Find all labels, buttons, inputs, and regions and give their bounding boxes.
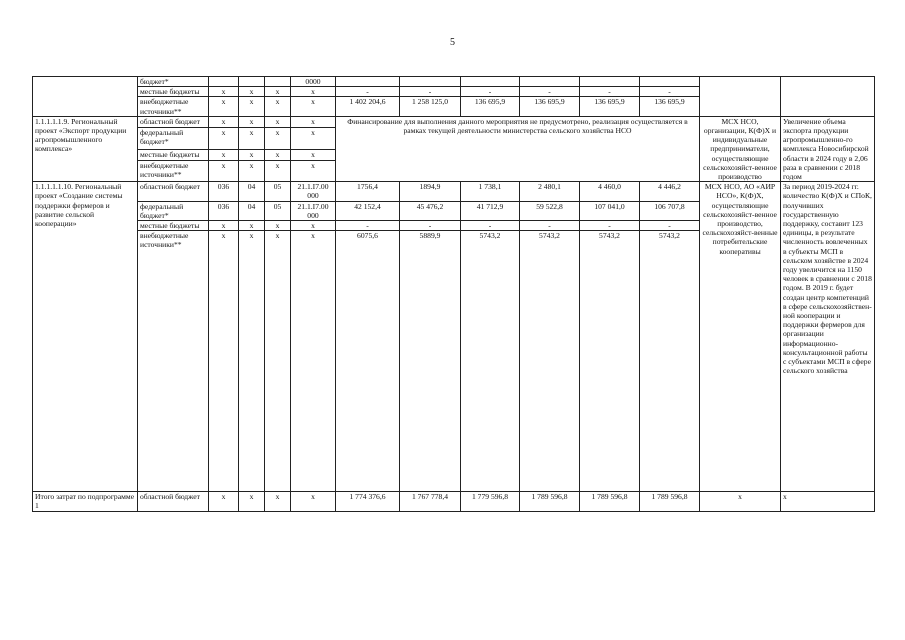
value-cell: -: [461, 87, 520, 97]
value-cell: 59 522,8: [520, 201, 580, 220]
pr-cell: x: [265, 97, 291, 116]
rz-cell: x: [239, 149, 265, 160]
table-row: [33, 182, 875, 201]
gr-cell: x: [209, 492, 239, 511]
executor-cell: x: [700, 492, 781, 511]
source-cell: местные бюджеты: [138, 149, 209, 160]
gr-cell: x: [209, 116, 239, 127]
total-row: [33, 492, 875, 511]
value-cell: 5743,2: [640, 231, 700, 492]
value-cell: 1756,4: [336, 182, 400, 201]
value-cell: 1 789 596,8: [640, 492, 700, 511]
value-cell: 42 152,4: [336, 201, 400, 220]
value-cell: 136 695,9: [580, 97, 640, 116]
pr-cell: x: [265, 231, 291, 492]
source-cell: областной бюджет: [138, 182, 209, 201]
value-cell: [520, 77, 580, 87]
value-cell: 1 774 376,6: [336, 492, 400, 511]
gr-cell: x: [209, 160, 239, 181]
value-cell: -: [400, 87, 461, 97]
value-cell: 136 695,9: [640, 97, 700, 116]
csr-cell: x: [291, 160, 336, 181]
pr-cell: x: [265, 149, 291, 160]
value-cell: -: [520, 221, 580, 231]
value-cell: [400, 77, 461, 87]
value-cell: 5743,2: [520, 231, 580, 492]
financing-note: Финансирование для выполнения данного мероприятия не предусмотрено, реализация осуществляется в рамках текущей деятельности министерства сельского хозяйства НСО: [336, 116, 700, 181]
value-cell: 6075,6: [336, 231, 400, 492]
pr-cell: 05: [265, 182, 291, 201]
total-name-cell: Итого затрат по подпрограмме 1: [33, 492, 138, 511]
value-cell: -: [400, 221, 461, 231]
csr-cell: x: [291, 149, 336, 160]
gr-cell: x: [209, 221, 239, 231]
value-cell: -: [640, 221, 700, 231]
executor-cell: МСХ НСО, АО «АИР НСО», К(Ф)Х, осуществляющие сельскохозяйст-венное производство, сельскохозяйст-венные потребительские кооперативы: [700, 182, 781, 492]
page-number: 5: [450, 37, 455, 48]
value-cell: -: [580, 87, 640, 97]
csr-cell: 21.1.I7.00 000: [291, 201, 336, 220]
gr-cell: 036: [209, 182, 239, 201]
result-cell: Увеличение объема экспорта продукции агропромышленно-го комплекса Новосибирской области в 2024 году в 2,06 раза в сравнении с 2018 годом: [781, 116, 875, 181]
rz-cell: x: [239, 221, 265, 231]
csr-cell: x: [291, 128, 336, 149]
csr-cell: 21.1.I7.00 000: [291, 182, 336, 201]
value-cell: 136 695,9: [461, 97, 520, 116]
value-cell: -: [640, 87, 700, 97]
rz-cell: 04: [239, 182, 265, 201]
name-cell: [33, 77, 138, 117]
value-cell: 1 402 204,6: [336, 97, 400, 116]
value-cell: 4 460,0: [580, 182, 640, 201]
source-cell: федеральный бюджет*: [138, 128, 209, 149]
value-cell: 41 712,9: [461, 201, 520, 220]
value-cell: [580, 77, 640, 87]
csr-cell: x: [291, 97, 336, 116]
rz-cell: x: [239, 231, 265, 492]
value-cell: 45 476,2: [400, 201, 461, 220]
gr-cell: x: [209, 149, 239, 160]
value-cell: [640, 77, 700, 87]
value-cell: -: [336, 221, 400, 231]
table-row: [33, 77, 875, 87]
gr-cell: x: [209, 231, 239, 492]
value-cell: 5889,9: [400, 231, 461, 492]
value-cell: [336, 77, 400, 87]
csr-cell: x: [291, 87, 336, 97]
source-cell: областной бюджет: [138, 492, 209, 511]
pr-cell: x: [265, 221, 291, 231]
rz-cell: x: [239, 87, 265, 97]
project-name-cell: 1.1.1.1.1.10. Региональный проект «Создание системы поддержки фермеров и развитие сельской кооперации»: [33, 182, 138, 492]
value-cell: 5743,2: [580, 231, 640, 492]
source-cell: внебюджетные источники**: [138, 231, 209, 492]
csr-cell: x: [291, 492, 336, 511]
value-cell: 1894,9: [400, 182, 461, 201]
rz-cell: x: [239, 492, 265, 511]
csr-cell: x: [291, 231, 336, 492]
pr-cell: x: [265, 492, 291, 511]
value-cell: 136 695,9: [520, 97, 580, 116]
rz-cell: 04: [239, 201, 265, 220]
rz-cell: [239, 77, 265, 87]
pr-cell: x: [265, 116, 291, 127]
gr-cell: x: [209, 128, 239, 149]
project-name-cell: 1.1.1.1.1.9. Региональный проект «Экспорт продукции агропромышленного комплекса»: [33, 116, 138, 181]
pr-cell: [265, 77, 291, 87]
source-cell: местные бюджеты: [138, 221, 209, 231]
gr-cell: x: [209, 97, 239, 116]
rz-cell: x: [239, 116, 265, 127]
result-cell: [781, 77, 875, 117]
rz-cell: x: [239, 160, 265, 181]
result-cell: За период 2019-2024 гг. количество К(Ф)Х и СПоК, получивших государственную поддержку, составит 123 единицы, в результате численность вовлеченных в субъекты МСП в сельском хозяйстве в 2024 году увеличится на 1150 человек в сравнении с 2018 годом. В 2019 г. будет создан центр компетенций в сфере сельскохозяйствен-ной кооперации и поддержки фермеров для организации информационно-консультационной работы с субъектами МСП в сфере сельского хозяйства: [781, 182, 875, 492]
pr-cell: x: [265, 128, 291, 149]
csr-cell: x: [291, 221, 336, 231]
source-cell: федеральный бюджет*: [138, 201, 209, 220]
value-cell: 1 258 125,0: [400, 97, 461, 116]
value-cell: 5743,2: [461, 231, 520, 492]
csr-cell: x: [291, 116, 336, 127]
executor-cell: МСХ НСО, организации, К(Ф)Х и индивидуальные предприниматели, осуществляющие сельскохозяйст-венное производство: [700, 116, 781, 181]
value-cell: 1 738,1: [461, 182, 520, 201]
rz-cell: x: [239, 97, 265, 116]
csr-cell: 0000: [291, 77, 336, 87]
pr-cell: x: [265, 87, 291, 97]
result-cell: x: [781, 492, 875, 511]
executor-cell: [700, 77, 781, 117]
rz-cell: x: [239, 128, 265, 149]
pr-cell: x: [265, 160, 291, 181]
value-cell: 106 707,8: [640, 201, 700, 220]
source-cell: внебюджетные источники**: [138, 160, 209, 181]
value-cell: 1 779 596,8: [461, 492, 520, 511]
value-cell: 4 446,2: [640, 182, 700, 201]
source-cell: бюджет*: [138, 77, 209, 87]
gr-cell: x: [209, 87, 239, 97]
gr-cell: 036: [209, 201, 239, 220]
pr-cell: 05: [265, 201, 291, 220]
value-cell: [461, 77, 520, 87]
source-cell: внебюджетные источники**: [138, 97, 209, 116]
value-cell: -: [580, 221, 640, 231]
budget-table: [32, 76, 875, 512]
source-cell: областной бюджет: [138, 116, 209, 127]
gr-cell: [209, 77, 239, 87]
value-cell: -: [336, 87, 400, 97]
value-cell: 107 041,0: [580, 201, 640, 220]
value-cell: -: [520, 87, 580, 97]
source-cell: местные бюджеты: [138, 87, 209, 97]
value-cell: 1 789 596,8: [520, 492, 580, 511]
value-cell: -: [461, 221, 520, 231]
value-cell: 1 767 778,4: [400, 492, 461, 511]
table-row: [33, 116, 875, 127]
value-cell: 1 789 596,8: [580, 492, 640, 511]
value-cell: 2 480,1: [520, 182, 580, 201]
